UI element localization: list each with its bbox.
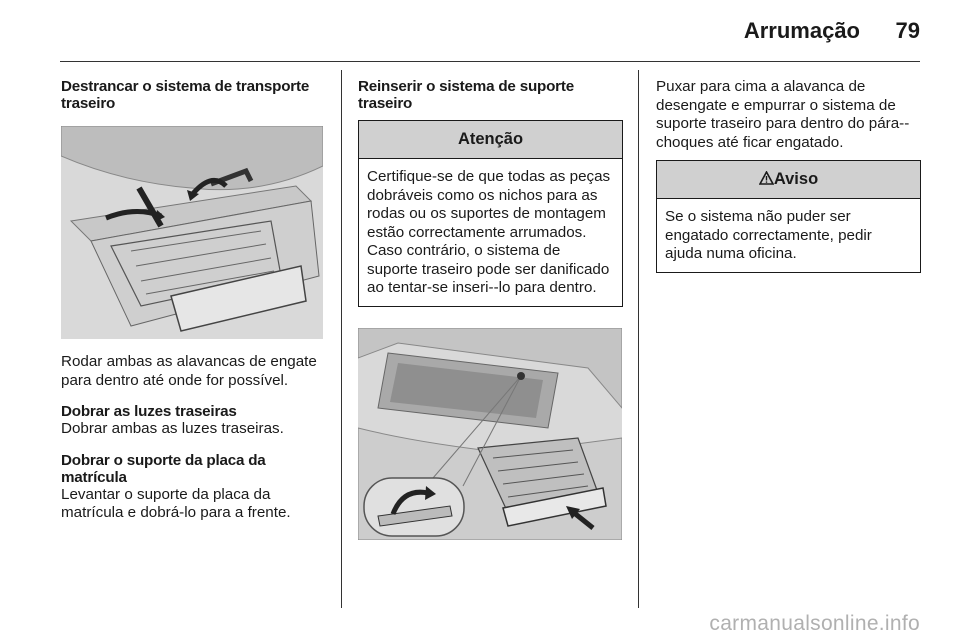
warning-notice-title: Aviso — [773, 170, 819, 188]
caution-notice-title: Atenção — [359, 121, 622, 159]
carrier-unlock-illustration — [61, 126, 323, 339]
warning-notice-title-bar — [657, 161, 920, 199]
warning-triangle-icon — [759, 171, 774, 185]
caution-notice — [358, 120, 623, 307]
page-title: Arrumação — [743, 18, 860, 43]
caution-notice-body: Certifique-se de que todas as peças dobráveis como os nichos para as rodas ou os suportes de montagem estão correctamente arrumados. Caso contrário, o sistema de suporte traseiro pode ser danificado ao tentar-se inseri--lo para dentro. — [367, 168, 611, 296]
column-1 — [61, 78, 326, 523]
warning-notice — [656, 160, 921, 273]
section-heading: Reinserir o sistema de suporte traseiro — [358, 78, 574, 112]
watermark: carmanualsonline.info — [709, 612, 920, 635]
figure-instruction: Rodar ambas as alavancas de engate para dentro até onde for possível. — [61, 353, 317, 389]
warning-notice-body: Se o sistema não puder ser engatado correctamente, pedir ajuda numa oficina. — [665, 208, 872, 262]
section-heading: Dobrar as luzes traseiras — [61, 403, 237, 420]
section-heading: Destrancar o sistema de transporte traseiro — [61, 78, 310, 112]
carrier-reinsert-illustration — [358, 328, 622, 540]
page-number: 79 — [895, 18, 920, 43]
column-3 — [656, 78, 921, 273]
body-text: Dobrar ambas as luzes traseiras. — [61, 420, 284, 437]
header-divider — [60, 61, 920, 62]
body-text: Levantar o suporte da placa da matrícula e dobrá-lo para a frente. — [61, 485, 291, 521]
section-heading: Dobrar o suporte da placa da matrícula — [61, 451, 266, 486]
column-divider — [341, 70, 342, 608]
column-divider — [638, 70, 639, 608]
column-2 — [358, 78, 623, 540]
body-text: Puxar para cima a alavanca de desengate e empurrar o sistema de suporte traseiro para dentro do pára--choques até ficar engatado. — [656, 78, 910, 151]
